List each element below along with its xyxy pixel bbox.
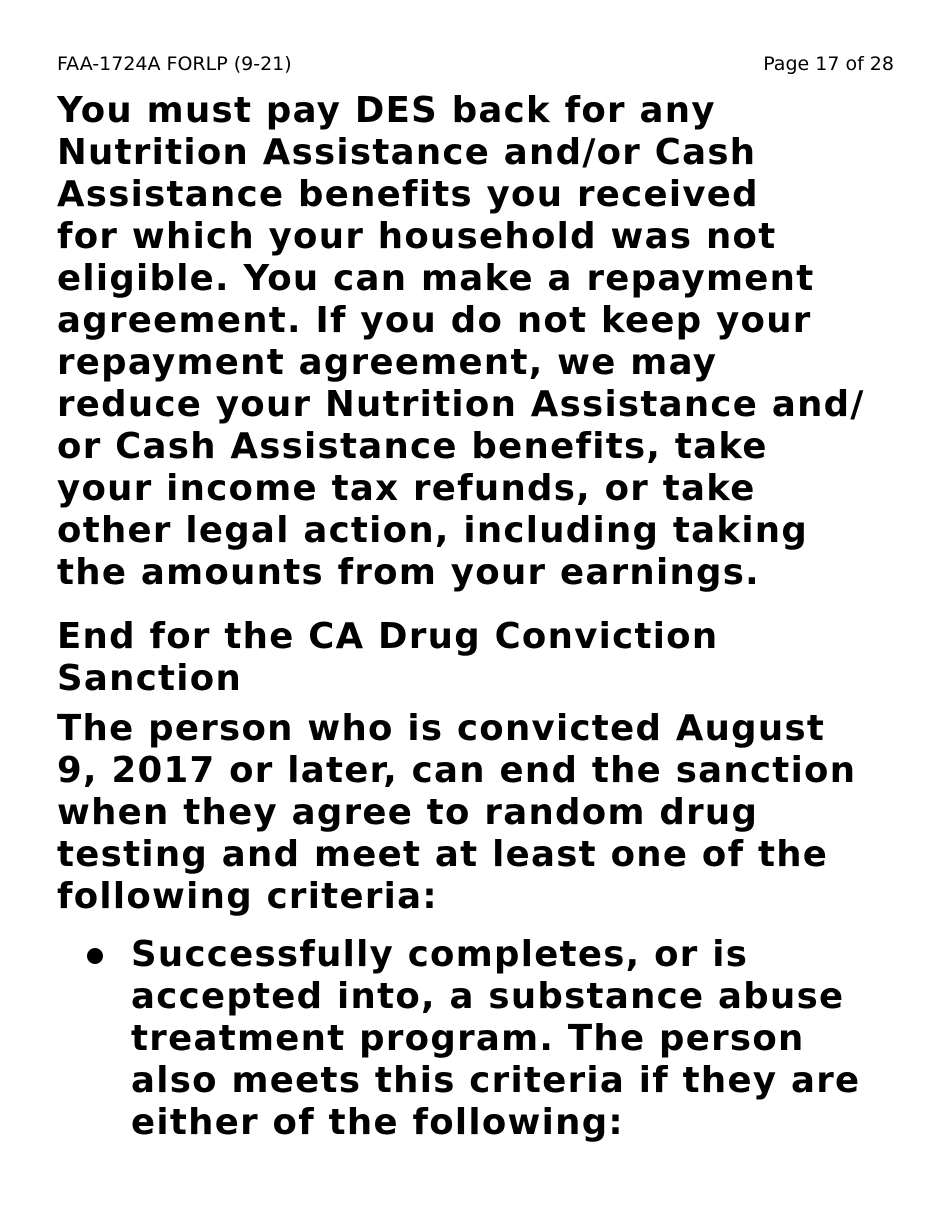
text-line: testing and meet at least one of the — [57, 834, 829, 875]
text-line: Assistance benefits you received — [57, 174, 759, 215]
bullet-icon — [87, 948, 103, 964]
text-line: treatment program. The person — [131, 1018, 805, 1059]
page-number: Page 17 of 28 — [763, 53, 894, 75]
criteria-paragraph — [57, 708, 907, 918]
criteria-list — [57, 934, 907, 1144]
text-line: agreement. If you do not keep your — [57, 300, 812, 341]
text-line: either of the following: — [131, 1102, 624, 1143]
text-line: your income tax refunds, or take — [57, 468, 756, 509]
document-body — [57, 90, 907, 1144]
text-line: for which your household was not — [57, 216, 777, 257]
text-line: following criteria: — [57, 876, 438, 917]
text-line: the amounts from your earnings. — [57, 552, 760, 593]
text-line: or Cash Assistance benefits, take — [57, 426, 768, 467]
text-line: Nutrition Assistance and/or Cash — [57, 132, 757, 173]
text-line: Successfully completes, or is — [131, 934, 749, 975]
repayment-paragraph — [57, 90, 907, 594]
page-header — [57, 52, 894, 76]
heading-line: Sanction — [57, 658, 243, 699]
section-heading — [57, 616, 907, 700]
form-id: FAA-1724A FORLP (9-21) — [57, 53, 292, 75]
heading-line: End for the CA Drug Conviction — [57, 616, 719, 657]
text-line: repayment agreement, we may — [57, 342, 718, 383]
text-line: also meets this criteria if they are — [131, 1060, 861, 1101]
text-line: You must pay DES back for any — [57, 90, 716, 131]
text-line: accepted into, a substance abuse — [131, 976, 845, 1017]
text-line: other legal action, including taking — [57, 510, 809, 551]
text-line: 9, 2017 or later, can end the sanction — [57, 750, 857, 791]
list-item — [57, 934, 907, 1144]
text-line: eligible. You can make a repayment — [57, 258, 815, 299]
text-line: reduce your Nutrition Assistance and/ — [57, 384, 865, 425]
text-line: The person who is convicted August — [57, 708, 826, 749]
text-line: when they agree to random drug — [57, 792, 759, 833]
